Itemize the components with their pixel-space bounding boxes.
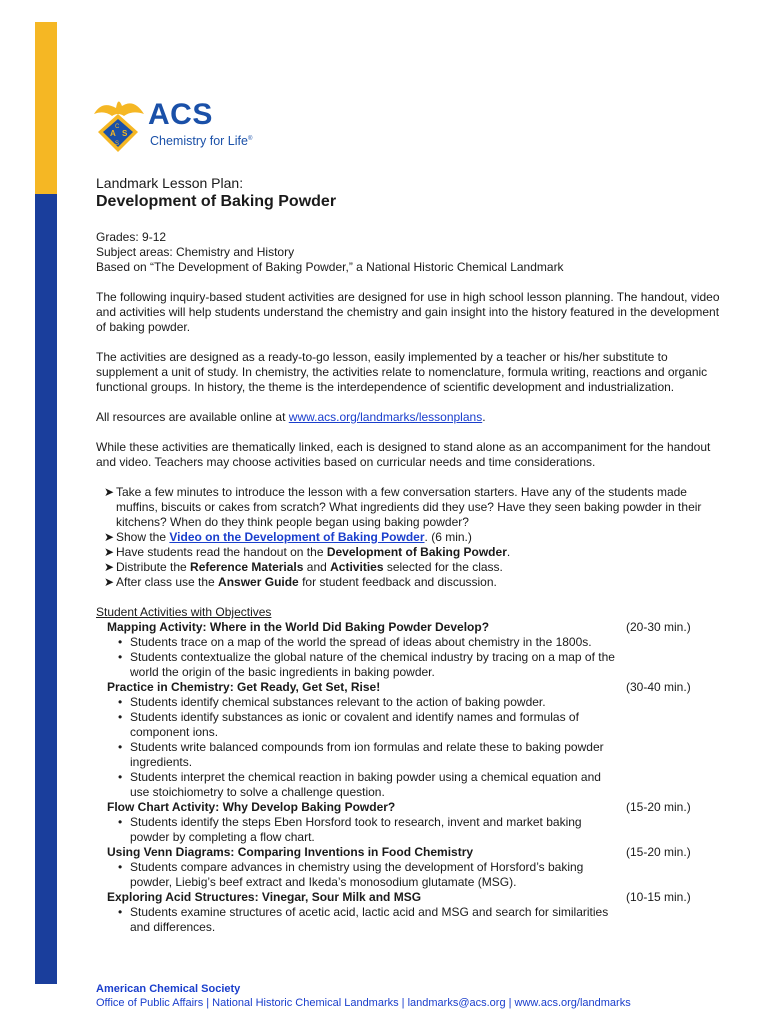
arrow-bullet-icon: ➤ [104, 560, 115, 574]
intro-paragraph-4: While these activities are thematically linked, each is designed to stand alone as an accompaniment for the handout and video. Teachers may choose activities based on curricular needs and time considerations. [96, 440, 711, 469]
activity-title: Flow Chart Activity: Why Develop Baking Powder? [107, 800, 396, 814]
activity-title: Practice in Chemistry: Get Ready, Get Set, Rise! [107, 680, 381, 694]
activity-item [107, 680, 726, 800]
resources-paragraph: All resources are available online at www.acs.org/landmarks/lessonplans. [96, 410, 486, 424]
activity-header [107, 845, 726, 860]
objective-item: • Students write balanced compounds from ion formulas and relate these to baking powder ingredients. [118, 740, 604, 769]
bullet-icon: • [118, 635, 123, 649]
bullet-icon: • [118, 650, 123, 664]
lesson-steps-list [104, 485, 726, 590]
list-item: ➤ Show the Video on the Development of Baking Powder. (6 min.) [104, 530, 472, 544]
grades-text: Grades: 9-12 [96, 230, 167, 244]
objectives-list [117, 695, 726, 800]
objective-item: • Students identify chemical substances relevant to the action of baking powder. [118, 695, 546, 709]
bullet-icon: • [118, 905, 123, 919]
arrow-bullet-icon: ➤ [104, 530, 115, 544]
bullet-icon: • [118, 815, 123, 829]
activity-title: Mapping Activity: Where in the World Did Baking Powder Develop? [107, 620, 490, 634]
brand-tagline: Chemistry for Life® [150, 134, 253, 148]
meta-block [96, 230, 726, 275]
bullet-icon: • [118, 695, 123, 709]
activity-item [107, 890, 726, 935]
activity-header [107, 620, 726, 635]
activity-time: (20-30 min.) [626, 620, 691, 634]
arrow-bullet-icon: ➤ [104, 545, 115, 559]
doc-kicker: Landmark Lesson Plan: [96, 175, 244, 191]
activity-header [107, 890, 726, 905]
footer-org: American Chemical Society [96, 983, 241, 995]
objective-item: • Students trace on a map of the world the spread of ideas about chemistry in the 1800s. [118, 635, 592, 649]
arrow-bullet-icon: ➤ [104, 485, 115, 499]
list-item: ➤ Distribute the Reference Materials and Activities selected for the class. [104, 560, 503, 574]
activity-time: (15-20 min.) [626, 845, 691, 859]
subjects-text: Subject areas: Chemistry and History [96, 245, 295, 259]
activities-list [96, 620, 726, 935]
objective-item: • Students contextualize the global nature of the chemical industry by tracing on a map of the world the origin of the basic ingredients in baking powder. [118, 650, 615, 679]
activity-item [107, 845, 726, 890]
activity-time: (15-20 min.) [626, 800, 691, 814]
activity-item [107, 620, 726, 680]
intro-paragraph-2: The activities are designed as a ready-to-go lesson, easily implemented by a teacher or his/her substitute to supplement a unit of study. In chemistry, the activities relate to nomenclature, formula writing, reactions and organic functional groups. In history, the theme is the interdependence of scientific development and industrialization. [96, 350, 708, 394]
list-item: ➤ Take a few minutes to introduce the lesson with a few conversation starters. Have any of the students made muffins, biscuits or cakes from scratch? What ingredients did they use? Have they seen baking powder in their kitchens? When do they think people began using baking powder? [104, 485, 702, 529]
objectives-list [117, 905, 726, 935]
activity-title: Exploring Acid Structures: Vinegar, Sour Milk and MSG [107, 890, 422, 904]
footer [96, 982, 631, 1010]
svg-text:C: C [115, 124, 120, 130]
list-item: ➤ Have students read the handout on the Development of Baking Powder. [104, 545, 511, 559]
list-item: ➤ After class use the Answer Guide for student feedback and discussion. [104, 575, 497, 589]
activity-header [107, 800, 726, 815]
svg-text:S: S [115, 141, 120, 147]
bullet-icon: • [118, 770, 123, 784]
objective-item: • Students identify the steps Eben Horsford took to research, invent and market baking powder by completing a flow chart. [118, 815, 582, 844]
objectives-list [117, 815, 726, 845]
acs-logo [88, 92, 288, 162]
page-title: Development of Baking Powder [96, 193, 337, 210]
objective-item: • Students examine structures of acetic acid, lactic acid and MSG and search for similarities and differences. [118, 905, 609, 934]
lesson-plan-body [96, 174, 726, 935]
lessonplans-link[interactable]: www.acs.org/landmarks/lessonplans [288, 410, 483, 424]
bullet-icon: • [118, 710, 123, 724]
footer-contact-line: Office of Public Affairs | National Historic Chemical Landmarks | landmarks@acs.org | www.acs.org/landmarks [96, 997, 631, 1009]
activity-title: Using Venn Diagrams: Comparing Inventions in Food Chemistry [107, 845, 474, 859]
bullet-icon: • [118, 740, 123, 754]
activity-time: (30-40 min.) [626, 680, 691, 694]
based-on-text: Based on “The Development of Baking Powder,” a National Historic Chemical Landmark [96, 260, 564, 274]
activity-item [107, 800, 726, 845]
objectives-list [117, 635, 726, 680]
svg-text:S: S [122, 129, 128, 138]
svg-text:A: A [110, 129, 116, 138]
objectives-list [117, 860, 726, 890]
accent-bar-yellow [35, 22, 57, 194]
video-link[interactable]: Video on the Development of Baking Powder [169, 530, 425, 544]
activities-heading: Student Activities with Objectives [96, 605, 272, 619]
bullet-icon: • [118, 860, 123, 874]
activity-header [107, 680, 726, 695]
objective-item: • Students identify substances as ionic or covalent and identify names and formulas of component ions. [118, 710, 579, 739]
accent-bar-blue [35, 194, 57, 984]
intro-paragraph-1: The following inquiry-based student activities are designed for use in high school lesson planning. The handout, video and activities will help students understand the chemistry and gain insight into the history featured in the development of baking powder. [96, 290, 720, 334]
activity-time: (10-15 min.) [626, 890, 691, 904]
brand-name: ACS [148, 98, 213, 131]
acs-emblem-icon [88, 92, 148, 154]
objective-item: • Students compare advances in chemistry using the development of Horsford’s baking powder, Liebig’s beef extract and Ikeda’s monosodium glutamate (MSG). [118, 860, 584, 889]
objective-item: • Students interpret the chemical reaction in baking powder using a chemical equation and use stoichiometry to solve a challenge question. [118, 770, 601, 799]
arrow-bullet-icon: ➤ [104, 575, 115, 589]
